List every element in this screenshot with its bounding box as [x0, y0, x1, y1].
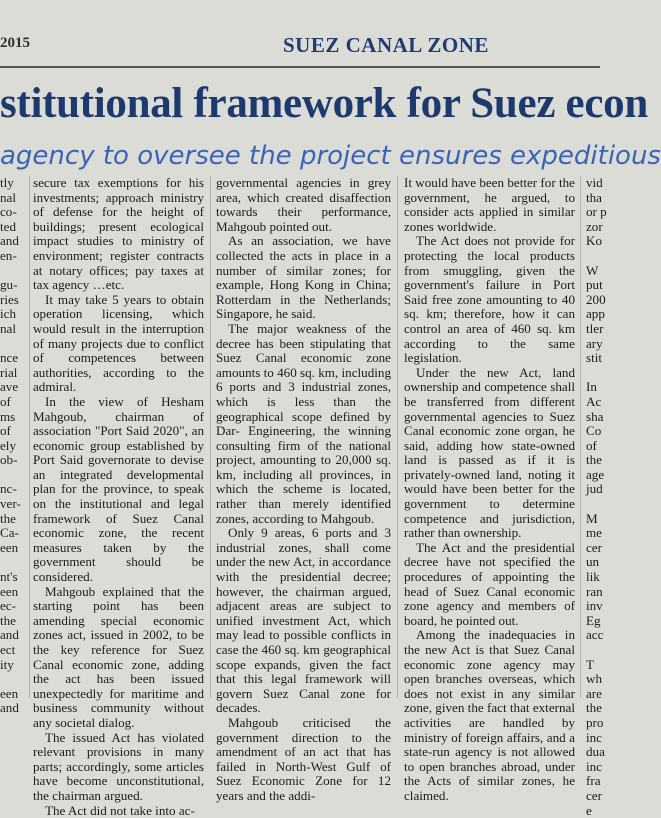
paragraph: cer — [586, 787, 602, 803]
paragraph — [0, 337, 26, 352]
paragraph: ted — [0, 218, 16, 234]
paragraph: een — [0, 685, 19, 701]
paragraph: As an association, we have collected the acts in place in a number of similar zones; for example, Hong Kong in China; Rotterdam in the Netherlands; Singapore, he said. — [216, 233, 391, 322]
paragraph: ob- — [0, 452, 18, 468]
paragraph: tly — [0, 175, 14, 190]
paragraph: gu- — [0, 277, 18, 293]
paragraph: The Act and the presidential decree have not specified the procedures of appointing the head of Suez Canal economic zone agency and members of board, he pointed out. — [404, 539, 575, 628]
paragraph: een — [0, 539, 19, 555]
article-column-cropped-right — [586, 175, 607, 818]
paragraph: wh — [586, 671, 603, 687]
paragraph: acc — [586, 627, 604, 643]
paragraph: app — [586, 306, 605, 322]
article-column-cropped-left — [0, 175, 26, 716]
paragraph: It would have been better for the government, he argued, to consider acts applied in similar zones worldwide. — [404, 175, 575, 234]
paragraph — [586, 249, 606, 264]
paragraph: un — [586, 554, 600, 570]
paragraph: In — [586, 379, 597, 395]
paragraph: secure tax exemptions for his investments; approach ministry of defense for the height of buildings; present ecological impact studies to ministry of environment; register contracts at notary offices; pay taxes at tax agency …etc. — [33, 175, 204, 293]
paragraph: M — [586, 510, 598, 526]
paragraph: inc — [586, 758, 602, 774]
paragraph — [586, 366, 606, 381]
paragraph: and — [0, 627, 19, 643]
paragraph: nce — [0, 350, 19, 366]
paragraph: een — [0, 583, 19, 599]
column-divider — [397, 176, 398, 698]
paragraph: the — [0, 612, 16, 628]
paragraph: governmental agencies in grey area, which created disaffection towards their performance, Mahgoub pointed out. — [216, 175, 391, 234]
paragraph: ver- — [0, 496, 21, 512]
paragraph: tler — [586, 320, 604, 336]
paragraph: the — [586, 700, 602, 716]
paragraph — [0, 672, 26, 687]
paragraph: Ac — [586, 393, 602, 409]
paragraph: stit — [586, 350, 603, 366]
article-column-3 — [404, 175, 575, 803]
paragraph: Mahgoub criticised the government direction to the amendment of an act that has failed in North-West Gulf of Suez Economic Zone for 12 years and the addi- — [216, 714, 391, 803]
paragraph: Co — [586, 423, 602, 439]
paragraph: Among the inadequacies in the new Act is that Suez Canal economic zone agency may open branches overseas, which does not exist in any similar zone, given the fact that external activities are handled by ministry of foreign affairs, and a state-run agency is not allowed to open branches abroad, under the Acts of similar zones, he claimed. — [404, 627, 575, 803]
article-column-1 — [33, 175, 204, 818]
paragraph: ave — [0, 379, 19, 395]
issue-date: 2015 — [0, 35, 30, 51]
paragraph: dua — [586, 744, 605, 760]
paragraph: tha — [586, 189, 602, 205]
paragraph: of — [586, 437, 597, 453]
paragraph: ich — [0, 306, 16, 322]
paragraph: en- — [0, 247, 17, 263]
paragraph: Only 9 areas, 6 ports and 3 industrial zones, shall come under the new Act, in accordance with the presidential decree; however, the chairman argued, adjacent areas are subject to unified investment Act, which may lead to possible conflicts in case the 460 sq. km geographical scope expands, given the fact that this legal framework will govern Suez Canal zone for decades. — [216, 525, 391, 716]
paragraph: or p — [586, 204, 607, 220]
paragraph: ely — [0, 437, 16, 453]
paragraph: ec- — [0, 598, 16, 614]
paragraph: Ko — [586, 233, 603, 249]
paragraph: The Act did not take into ac- — [45, 802, 195, 818]
column-divider — [210, 176, 211, 698]
paragraph: e — [586, 802, 592, 818]
paragraph — [0, 264, 26, 279]
paragraph: fra — [586, 773, 601, 789]
paragraph: nal — [0, 320, 16, 336]
paragraph: Mahgoub explained that the starting point has been amending special economic zones act, issued in 2002, to be the key reference for Suez Canal economic zone, adding the act has been issued unexpectedly for maritime and business community without any societal dialog. — [33, 583, 204, 730]
paragraph: nc- — [0, 481, 17, 497]
paragraph: It may take 5 years to obtain operation licensing, which would result in the interruption of many projects due to conflict of competences between authorities, according to the admiral. — [33, 291, 204, 395]
paragraph: zor — [586, 218, 603, 234]
paragraph: lik — [586, 569, 600, 585]
paragraph: nal — [0, 189, 16, 205]
paragraph: inv — [586, 598, 603, 614]
paragraph: ran — [586, 583, 603, 599]
subheadline: agency to oversee the project ensures expeditious — [0, 141, 661, 171]
paragraph: are — [586, 685, 602, 701]
paragraph: W — [586, 262, 599, 278]
paragraph: ect — [0, 642, 16, 657]
paragraph: cer — [586, 539, 602, 555]
article-column-2 — [216, 175, 391, 803]
paragraph: The major weakness of the decree has been stipulating that Suez Canal economic zone amounts to 460 sq. km, including 6 ports and 3 industrial zones, which is less than the geographical scope defined by Dar- Engineering, the winning consulting firm of the national project, amounting to 20,000 sq. km, including all provinces, in which the scheme is located, rather than merely identified zones, according to Mahgoub. — [216, 320, 391, 526]
paragraph: jud — [586, 481, 603, 497]
paragraph: me — [586, 525, 602, 541]
paragraph: Eg — [586, 612, 601, 628]
paragraph: of — [0, 423, 11, 439]
section-title: SUEZ CANAL ZONE — [283, 33, 489, 57]
paragraph: age — [586, 466, 605, 482]
paragraph — [0, 468, 26, 483]
paragraph: The Act does not provide for protecting the local products from smuggling, given the government's failure in Port Said free zone amounting to 40 sq. km; therefore, how it can control an area of 460 sq. km according to the same legislation. — [404, 233, 575, 366]
paragraph: Ca- — [0, 525, 19, 541]
paragraph: the — [0, 510, 16, 526]
paragraph: the — [586, 452, 602, 468]
column-divider — [29, 176, 30, 698]
paragraph — [586, 497, 606, 512]
paragraph — [0, 555, 26, 570]
paragraph: ries — [0, 291, 19, 307]
paragraph: put — [586, 277, 603, 293]
paragraph: and — [0, 700, 19, 716]
paragraph: In the view of Hesham Mahgoub, chairman of association "Port Said 2020", an economic group established by Port Said governorate to devise an integrated developmental plan for the province, to speak on the institutional and legal framework of Suez Canal economic zone, the recent measures taken by the government should be considered. — [33, 393, 204, 585]
paragraph: Under the new Act, land ownership and competence shall be transferred from different governmental agencies to Suez Canal economic zone organ, he said, adding how state-owned land is passed as if it is privately-owned land, noting it would have been better for the government to determine competence and jurisdiction, rather than ownership. — [404, 364, 575, 541]
header-rule — [0, 66, 600, 68]
paragraph: and — [0, 233, 19, 249]
paragraph: ity — [0, 656, 14, 672]
paragraph: 200 — [586, 291, 606, 307]
paragraph: T — [586, 656, 594, 672]
paragraph: pro — [586, 714, 604, 730]
paragraph: of — [0, 393, 11, 409]
headline: stitutional framework for Suez econ — [0, 80, 648, 127]
paragraph: nt's — [0, 569, 18, 585]
column-divider — [580, 176, 581, 698]
paragraph: sha — [586, 408, 604, 424]
paragraph: ms — [0, 408, 16, 424]
paragraph: co- — [0, 204, 17, 220]
paragraph: ary — [586, 335, 603, 351]
paragraph: inc — [586, 729, 602, 745]
paragraph: vid — [586, 175, 603, 190]
paragraph: The issued Act has violated relevant provisions in many parts; accordingly, some articles have become unconstitutional, the chairman argued. — [33, 729, 204, 803]
paragraph — [586, 643, 606, 658]
paragraph: rial — [0, 364, 18, 380]
